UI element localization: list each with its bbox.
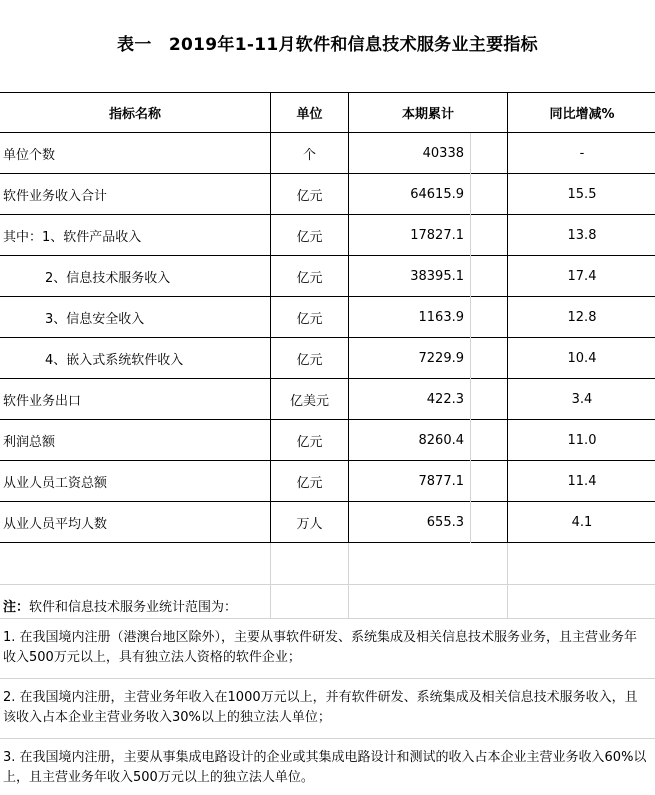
table-row: [0, 215, 655, 256]
row-unit: 亿元: [296, 271, 323, 286]
row-value: 38395.1: [410, 269, 464, 284]
row-value: 422.3: [426, 392, 464, 407]
row-yoy: 17.4: [567, 269, 597, 284]
row-unit: 亿元: [296, 230, 323, 245]
table-row: [0, 461, 655, 502]
row-value: 655.3: [426, 515, 464, 530]
row-name: 3、信息安全收入: [45, 312, 145, 327]
table-header-row: [0, 92, 655, 133]
row-name: 单位个数: [3, 148, 56, 163]
row-name: 其中：1、软件产品收入: [3, 230, 142, 245]
row-name: 利润总额: [3, 435, 56, 450]
table-title: 表一 2019年1-11月软件和信息技术服务业主要指标: [117, 35, 538, 55]
row-name: 2、信息技术服务收入: [45, 271, 171, 286]
row-name: 软件业务出口: [3, 394, 82, 409]
table-row: [0, 256, 655, 297]
row-name: 从业人员平均人数: [3, 517, 108, 532]
note-item-2: 2. 在我国境内注册，主营业务年收入在1000万元以上，并有软件研发、系统集成及相关信息技术服务收入，且该收入占本企业主营业务收入30%以上的独立法人单位；: [3, 690, 638, 725]
row-unit: 亿元: [296, 353, 323, 368]
row-yoy: 4.1: [571, 515, 593, 530]
row-value: 1163.9: [418, 310, 464, 325]
row-unit: 亿元: [296, 435, 323, 450]
header-indicator-name: 指标名称: [108, 107, 161, 122]
table-row: [0, 297, 655, 338]
note-item-3: 3. 在我国境内注册，主要从事集成电路设计的企业或其集成电路设计和测试的收入占本企业主营业务收入60%以上，且主营业务年收入500万元以上的独立法人单位。: [3, 750, 647, 785]
note-item-1: 1. 在我国境内注册（港澳台地区除外），主要从事软件研发、系统集成及相关信息技术服务业务，且主营业务年收入500万元以上，具有独立法人资格的软件企业；: [3, 630, 638, 665]
row-yoy: 3.4: [571, 392, 593, 407]
notes-intro: 软件和信息技术服务业统计范围为：: [29, 600, 238, 615]
row-yoy: 15.5: [567, 187, 597, 202]
notes-label: 注：: [3, 600, 30, 615]
row-value: 17827.1: [410, 228, 464, 243]
row-value: 7877.1: [418, 474, 464, 489]
row-unit: 亿元: [296, 189, 323, 204]
notes-heading: [3, 596, 237, 615]
table-row: [0, 379, 655, 420]
header-yoy-change: 同比增减%: [549, 107, 615, 122]
table-row: [0, 338, 655, 379]
row-yoy: 11.4: [567, 474, 597, 489]
row-value: 40338: [422, 146, 464, 161]
row-yoy: 11.0: [567, 433, 597, 448]
row-name: 软件业务收入合计: [3, 189, 108, 204]
header-cumulative: 本期累计: [401, 107, 454, 122]
row-name: 从业人员工资总额: [3, 476, 108, 491]
row-unit: 亿元: [296, 476, 323, 491]
row-unit: 个: [302, 148, 316, 163]
row-yoy: 12.8: [567, 310, 597, 325]
row-yoy: -: [579, 146, 585, 161]
table-row: [0, 502, 655, 543]
row-name: 4、嵌入式系统软件收入: [45, 353, 184, 368]
row-value: 8260.4: [418, 433, 464, 448]
table-row: [0, 420, 655, 461]
row-unit: 亿美元: [289, 394, 329, 409]
table-row: [0, 133, 655, 174]
header-unit: 单位: [296, 107, 323, 122]
row-unit: 万人: [296, 517, 323, 532]
row-value: 7229.9: [418, 351, 464, 366]
row-value: 64615.9: [410, 187, 464, 202]
row-yoy: 13.8: [567, 228, 597, 243]
row-yoy: 10.4: [567, 351, 597, 366]
row-unit: 亿元: [296, 312, 323, 327]
table-row: [0, 174, 655, 215]
